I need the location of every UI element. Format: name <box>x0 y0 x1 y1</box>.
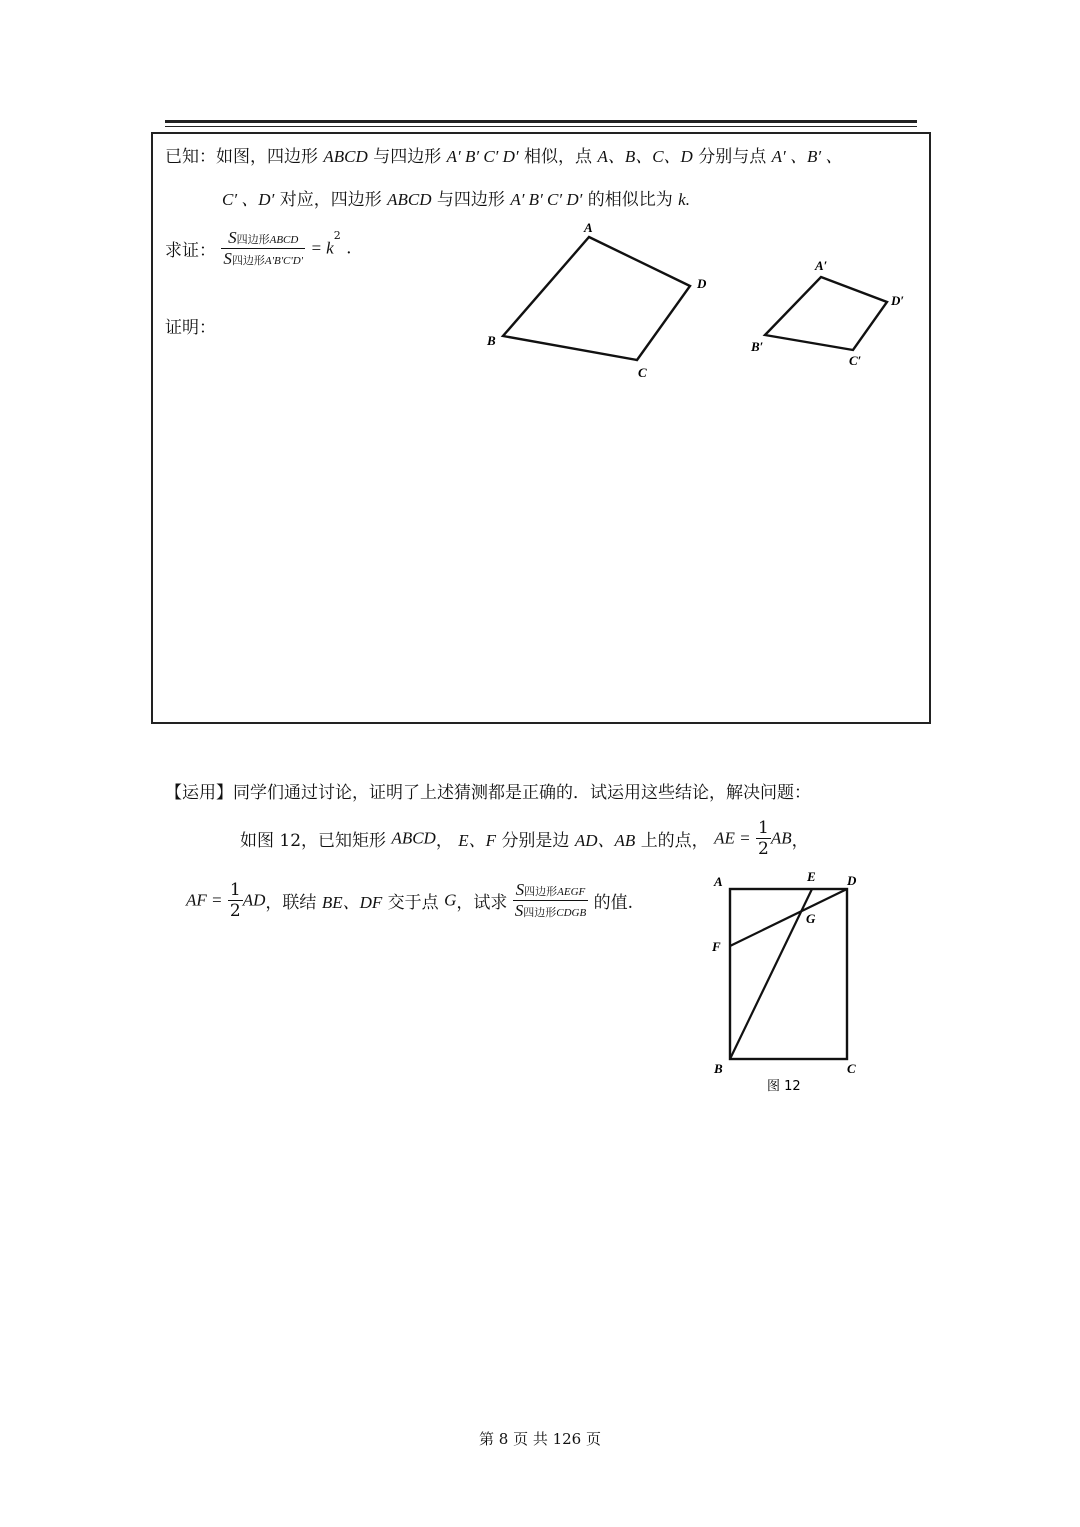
label-D: D <box>847 873 857 888</box>
label-B-prime: B′ <box>751 339 764 354</box>
area-symbol: S <box>515 880 525 899</box>
apply-text: 如图 12，已知矩形 <box>240 831 387 851</box>
header-rule-thick <box>165 120 917 123</box>
apply-text: 上的点， <box>640 831 709 851</box>
quadrilateral-prime-figure <box>745 255 915 370</box>
label-B: B <box>714 1061 723 1076</box>
lines: BE、DF <box>321 893 383 912</box>
figure-12 <box>700 865 870 1100</box>
area-symbol: S <box>514 901 524 920</box>
quad-abcd <box>503 237 690 360</box>
known-line-2 <box>222 185 690 210</box>
apply-text: 分别是边 <box>501 831 570 851</box>
known-text: 与四边形 <box>436 190 505 210</box>
apply-line-2 <box>186 880 633 921</box>
known-text: 已知：如图，四边形 <box>165 147 318 167</box>
ae-rhs: AB <box>770 828 792 848</box>
label-D: D <box>697 276 707 291</box>
quad-prime-name: A′ B′ C′ D′ <box>446 147 519 166</box>
area-ratio-question <box>513 880 588 921</box>
area-ratio-fraction <box>221 228 305 269</box>
af-rhs: AD <box>242 890 266 910</box>
ratio-k: k. <box>678 190 690 209</box>
rect-name: ABCD <box>391 828 436 848</box>
quadrilateral-abcd-figure <box>480 215 720 385</box>
area-symbol: S <box>228 228 237 247</box>
points-ef: E、F <box>458 831 497 850</box>
line-be <box>730 889 812 1059</box>
quad-name: ABCD <box>323 147 368 166</box>
numerator: 1 <box>229 880 241 900</box>
label-C: C <box>847 1061 856 1076</box>
comma: ， <box>791 831 809 851</box>
af-lhs: AF = <box>186 890 223 910</box>
sub-label: CDGB <box>556 907 587 919</box>
apply-tag: 【运用】 <box>165 783 233 803</box>
apply-intro <box>165 778 811 803</box>
proof-label: 证明： <box>165 318 216 338</box>
sub-cn: 四边形 <box>524 885 558 898</box>
known-text: 分别与点 <box>698 147 767 167</box>
quad-prime-name: A′ B′ C′ D′ <box>510 190 583 209</box>
known-text: 的相似比为 <box>587 190 673 210</box>
known-line-1 <box>165 142 842 167</box>
figure-caption: 图 12 <box>767 1079 801 1094</box>
sub-cn: 四边形 <box>523 906 557 919</box>
apply-text: ， <box>435 831 453 851</box>
sub-label: ABCD <box>269 234 299 246</box>
numerator: 1 <box>758 818 769 838</box>
apply-text: 交于点 <box>387 893 439 913</box>
apply-line-1 <box>240 818 809 859</box>
sub-cn: 四边形 <box>236 233 270 246</box>
quad-abcd-prime <box>765 277 887 350</box>
label-B: B <box>487 333 496 348</box>
label-C-prime: C′ <box>849 353 862 368</box>
sub-label: AEGF <box>557 886 586 898</box>
label-A: A <box>714 874 723 889</box>
sub-cn: 四边形 <box>231 254 265 267</box>
half-fraction <box>228 880 243 921</box>
known-text: 相似，点 <box>524 147 593 167</box>
half-fraction <box>756 818 771 859</box>
point-g: G <box>444 890 457 910</box>
label-C: C <box>638 365 647 380</box>
exponent: 2 <box>333 229 341 242</box>
apply-intro-text: 同学们通过讨论，证明了上述猜测都是正确的．试运用这些结论，解决问题： <box>233 783 811 803</box>
sub-label: A'B'C'D' <box>264 255 304 267</box>
points-prime: A′ 、B′ 、 <box>771 147 843 166</box>
known-text: 对应，四边形 <box>279 190 382 210</box>
known-text: 与四边形 <box>373 147 442 167</box>
rect-abcd <box>730 889 847 1059</box>
prove-label: 求证： <box>165 241 216 261</box>
points-prime: C′ 、D′ <box>222 190 275 209</box>
label-D-prime: D′ <box>891 293 905 308</box>
apply-text: 的值. <box>593 893 634 913</box>
label-A: A <box>584 220 593 235</box>
apply-text: ，试求 <box>456 893 508 913</box>
label-A-prime: A′ <box>815 258 828 273</box>
sides: AD、AB <box>574 831 636 850</box>
quad-name: ABCD <box>387 190 432 209</box>
area-symbol: S <box>223 249 232 268</box>
apply-text: ，联结 <box>265 893 317 913</box>
label-E: E <box>807 869 816 884</box>
label-F: F <box>712 939 721 954</box>
points: A、B、C、D <box>597 147 693 166</box>
page-footer: 第 8 页 共 126 页 <box>478 1430 601 1448</box>
prove-line <box>165 228 352 269</box>
denominator: 2 <box>758 839 769 859</box>
ae-lhs: AE = <box>714 828 751 848</box>
period: . <box>346 238 352 259</box>
equals-k: = k <box>310 238 334 258</box>
label-G: G <box>806 911 816 926</box>
denominator: 2 <box>229 901 241 921</box>
header-rule-thin <box>165 126 917 127</box>
